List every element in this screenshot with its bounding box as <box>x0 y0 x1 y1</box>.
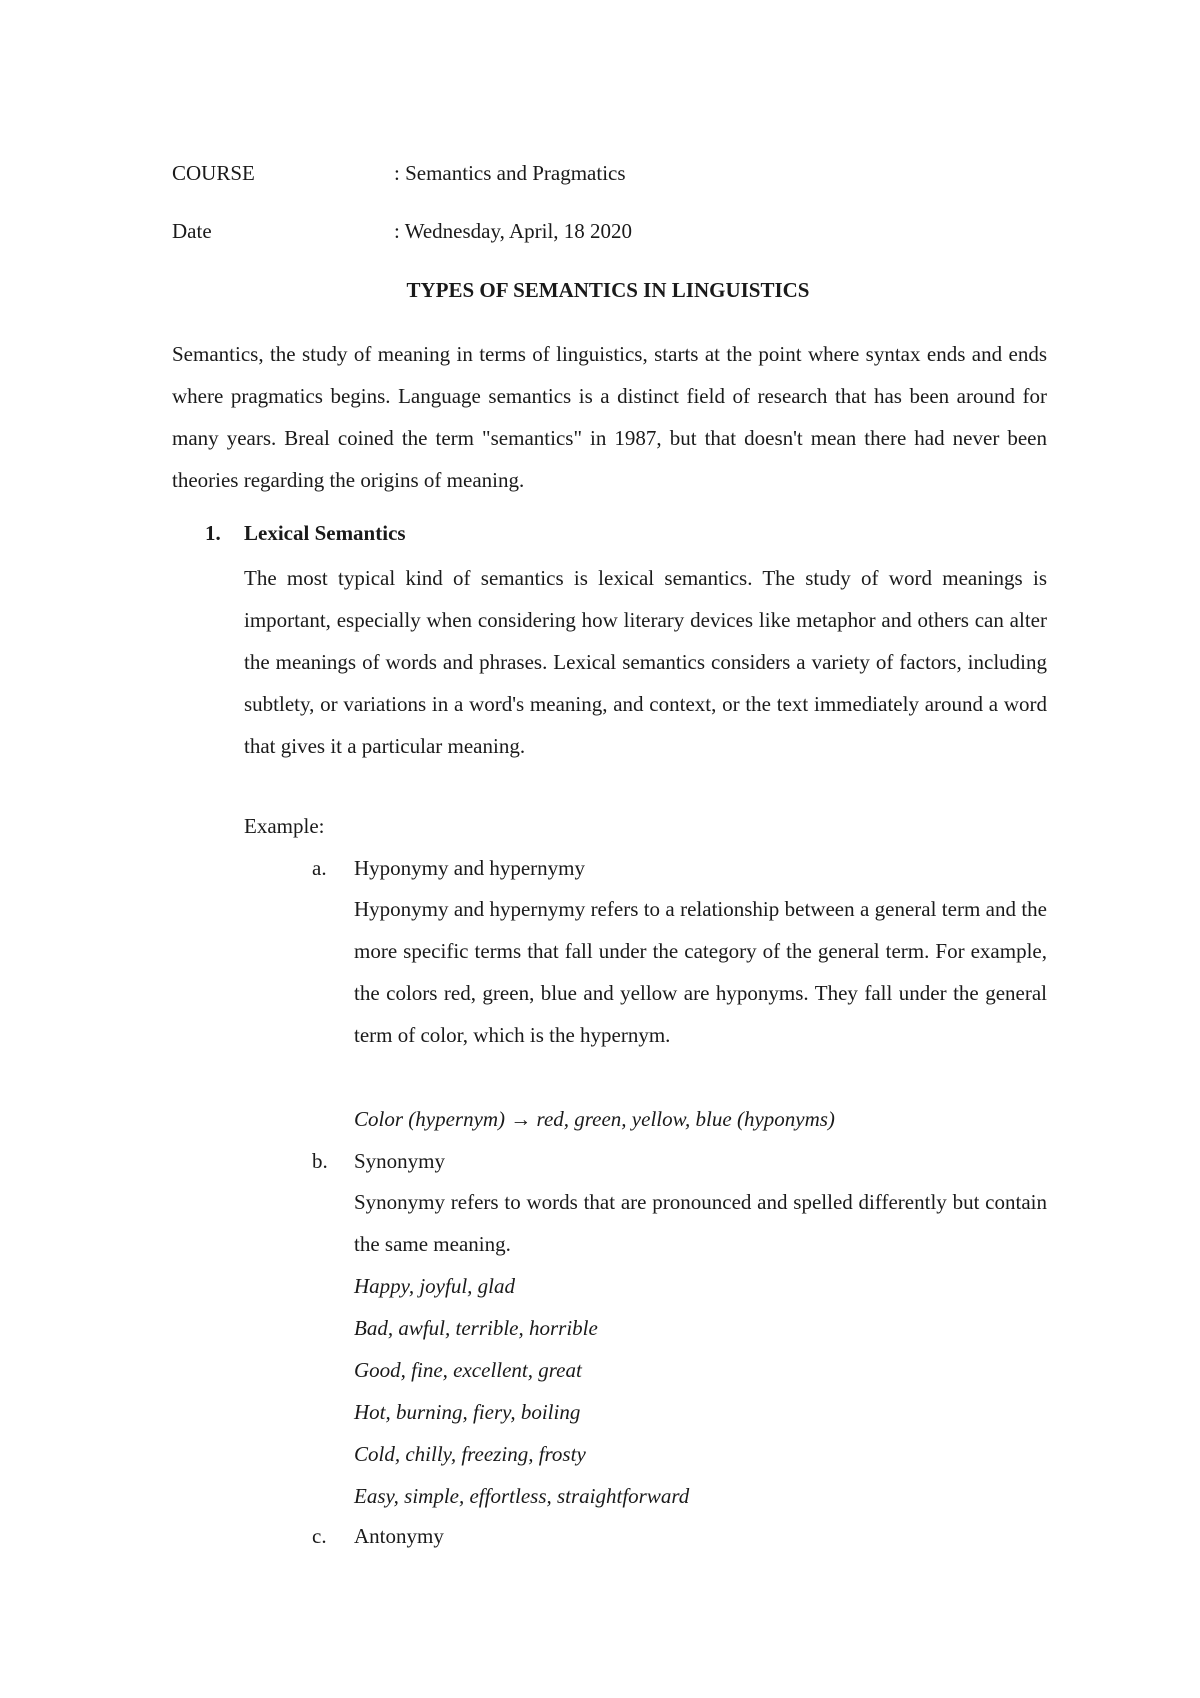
course-value: : Semantics and Pragmatics <box>394 161 626 185</box>
synonymy-description: Synonymy refers to words that are pronounced and spelled differently but contain the same meaning. <box>354 1190 1047 1256</box>
synonymy-example: Cold, chilly, freezing, frosty <box>354 1442 586 1466</box>
lexical-semantics-description: The most typical kind of semantics is lexical semantics. The study of word meanings is important, especially when considering how literary devices like metaphor and others can alter the meanings of words and phrases. Lexical semantics considers a variety of factors, including subtlety, or variations in a word's meaning, and context, or the text immediately around a word that gives it a particular meaning. <box>244 566 1047 758</box>
intro-paragraph: Semantics, the study of meaning in terms of linguistics, starts at the point where syntax ends and ends where pragmatics begins. Language semantics is a distinct field of research that has been around for many years. Breal coined the term "semantics" in 1987, but that doesn't mean there had never been theories regarding the origins of meaning. <box>172 342 1047 492</box>
list-item-title: Hyponymy and hypernymy <box>354 856 585 880</box>
list-item-title: Synonymy <box>354 1149 446 1173</box>
course-label: COURSE <box>172 161 255 185</box>
list-letter: c. <box>312 1524 327 1548</box>
synonymy-example: Easy, simple, effortless, straightforward <box>354 1484 690 1508</box>
hyponymy-example: Color (hypernym) → red, green, yellow, blue (hyponyms) <box>354 1107 835 1131</box>
synonymy-example: Bad, awful, terrible, horrible <box>354 1316 598 1340</box>
synonymy-example: Happy, joyful, glad <box>354 1274 515 1298</box>
synonymy-example: Hot, burning, fiery, boiling <box>354 1400 581 1424</box>
date-label: Date <box>172 219 212 243</box>
list-item-title: Antonymy <box>354 1524 444 1548</box>
synonymy-example: Good, fine, excellent, great <box>354 1358 582 1382</box>
section-number: 1. <box>205 521 221 545</box>
list-letter: a. <box>312 856 327 880</box>
section-title: Lexical Semantics <box>244 521 406 545</box>
document-title: TYPES OF SEMANTICS IN LINGUISTICS <box>406 278 810 302</box>
hyponymy-description: Hyponymy and hypernymy refers to a relationship between a general term and the more specific terms that fall under the category of the general term. For example, the colors red, green, blue and yellow are hyponyms. They fall under the general term of color, which is the hypernym. <box>354 897 1047 1047</box>
example-label: Example: <box>244 814 325 838</box>
date-value: : Wednesday, April, 18 2020 <box>394 219 633 243</box>
list-letter: b. <box>312 1149 328 1173</box>
